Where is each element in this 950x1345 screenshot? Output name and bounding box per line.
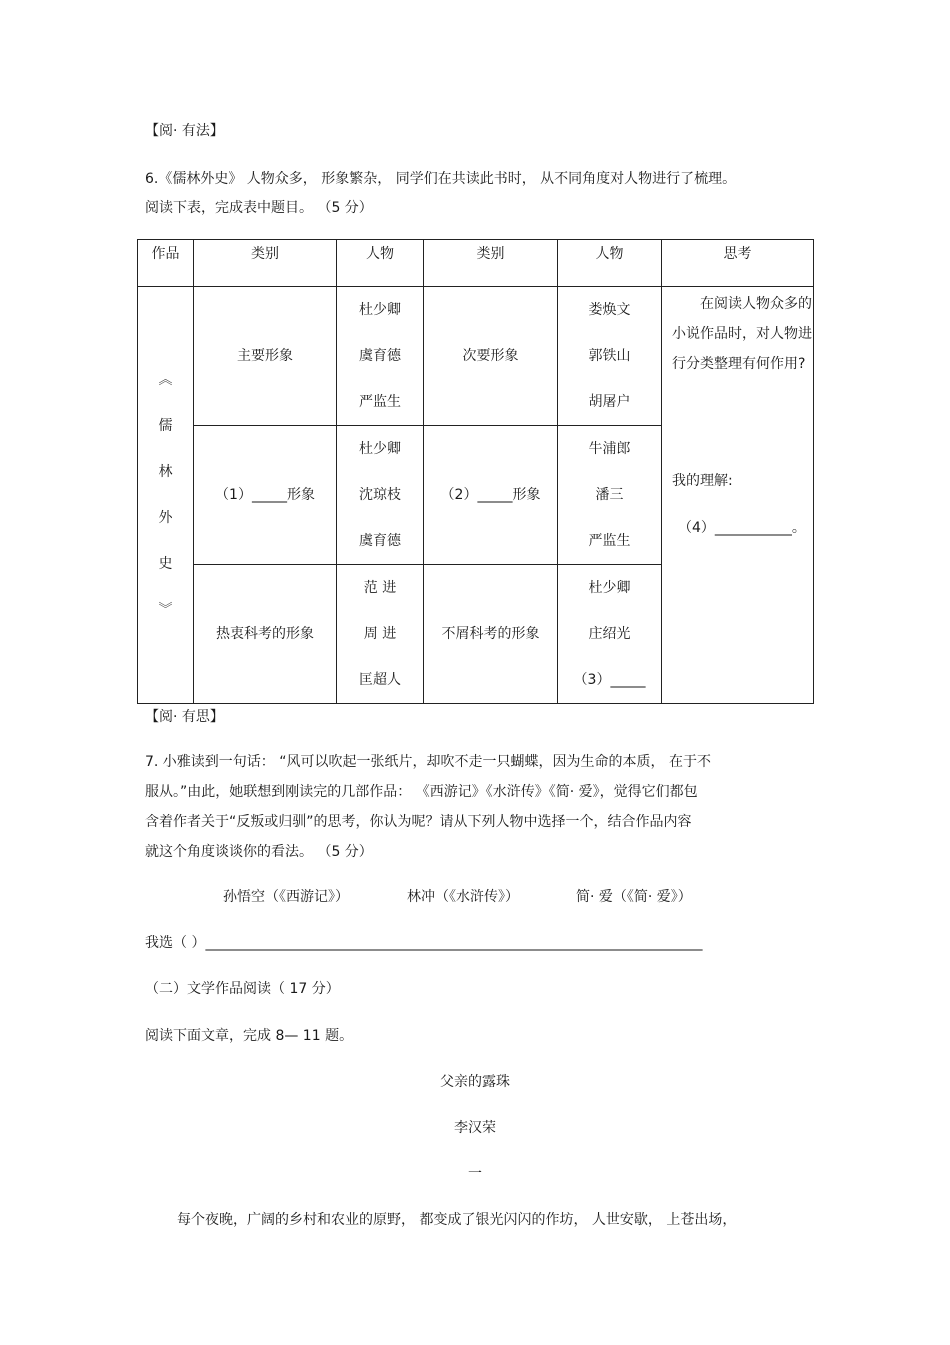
row3-category-1: 热衷科考的形象 — [194, 565, 337, 704]
header-category-1: 类别 — [194, 240, 337, 287]
article-author: 李汉荣 — [454, 1120, 496, 1136]
row1-category-1: 主要形象 — [194, 287, 337, 426]
work-char: 外 — [158, 510, 173, 526]
character-table — [137, 239, 814, 704]
header-think: 思考 — [662, 240, 814, 287]
q6-line2: 阅读下表，完成表中题目。 （5 分） — [145, 200, 373, 216]
header-work: 作品 — [138, 240, 194, 287]
think-question: 在阅读人物众多的小说作品时，对人物进行分类整理有何作用? — [672, 296, 812, 372]
article-first-line: 每个夜晚，广阔的乡村和农业的原野， 都变成了银光闪闪的作坊， 人世安歇， 上苍出场， — [177, 1212, 737, 1228]
q7-line1: 7. 小雅读到一句话： “风可以吹起一张纸片，却吹不走一只蝴蝶，因为生命的本质， 在于不 — [145, 754, 711, 770]
row2-category-2-blank: （2）_____形象 — [424, 426, 558, 565]
part2-instruction: 阅读下面文章，完成 8— 11 题。 — [145, 1028, 354, 1044]
header-category-2: 类别 — [424, 240, 558, 287]
section-read-method: 【阅· 有法】 — [145, 123, 224, 139]
row2-category-1-blank: （1）_____形象 — [194, 426, 337, 565]
think-label: 我的理解: — [672, 473, 733, 489]
row1-category-2: 次要形象 — [424, 287, 558, 426]
think-answer-blank: （4）___________。 — [678, 520, 806, 536]
q7-option-lin-chong: 林冲（《水浒传》） — [407, 889, 519, 905]
work-char: 史 — [158, 556, 173, 572]
header-people-1: 人物 — [337, 240, 424, 287]
part2-heading: （二）文学作品阅读（ 17 分） — [145, 981, 340, 997]
q7-option-jane-eyre: 简· 爱（《简· 爱》） — [576, 889, 692, 905]
row1-people-2: 娄焕文 郭铁山 胡屠户 — [558, 287, 662, 426]
q7-option-sun-wukong: 孙悟空（《西游记》） — [223, 889, 349, 905]
work-char: 林 — [158, 464, 173, 480]
section-read-thought: 【阅· 有思】 — [145, 709, 224, 725]
row2-people-2: 牛浦郎 潘三 严监生 — [558, 426, 662, 565]
think-cell — [662, 287, 814, 704]
work-char: ︾ — [158, 602, 173, 618]
article-section-number: 一 — [468, 1166, 482, 1182]
row3-category-2: 不屑科考的形象 — [424, 565, 558, 704]
work-char: 儒 — [158, 418, 173, 434]
header-people-2: 人物 — [558, 240, 662, 287]
article-title: 父亲的露珠 — [440, 1074, 510, 1090]
work-title-cell — [138, 287, 194, 704]
q7-line3: 含着作者关于“反叛或归驯”的思考，你认为呢？请从下列人物中选择一个，结合作品内容 — [145, 814, 692, 830]
row2-people-1: 杜少卿 沈琼枝 虞育德 — [337, 426, 424, 565]
q7-line4: 就这个角度谈谈你的看法。 （5 分） — [145, 844, 373, 860]
q7-choice-blank: 我选（ ）_______________________________________________________________________ — [145, 935, 703, 951]
row3-people-2: 杜少卿 庄绍光 （3）_____ — [558, 565, 662, 704]
row1-people-1: 杜少卿 虞育德 严监生 — [337, 287, 424, 426]
q6-line1: 6.《儒林外史》 人物众多， 形象繁杂， 同学们在共读此书时， 从不同角度对人物进行了梳理。 — [145, 171, 737, 187]
work-char: ︽ — [158, 372, 173, 388]
row3-people-1: 范 进 周 进 匡超人 — [337, 565, 424, 704]
q7-line2: 服从。”由此，她联想到刚读完的几部作品： 《西游记》《水浒传》《简· 爱》，觉得它们都包 — [145, 784, 698, 800]
